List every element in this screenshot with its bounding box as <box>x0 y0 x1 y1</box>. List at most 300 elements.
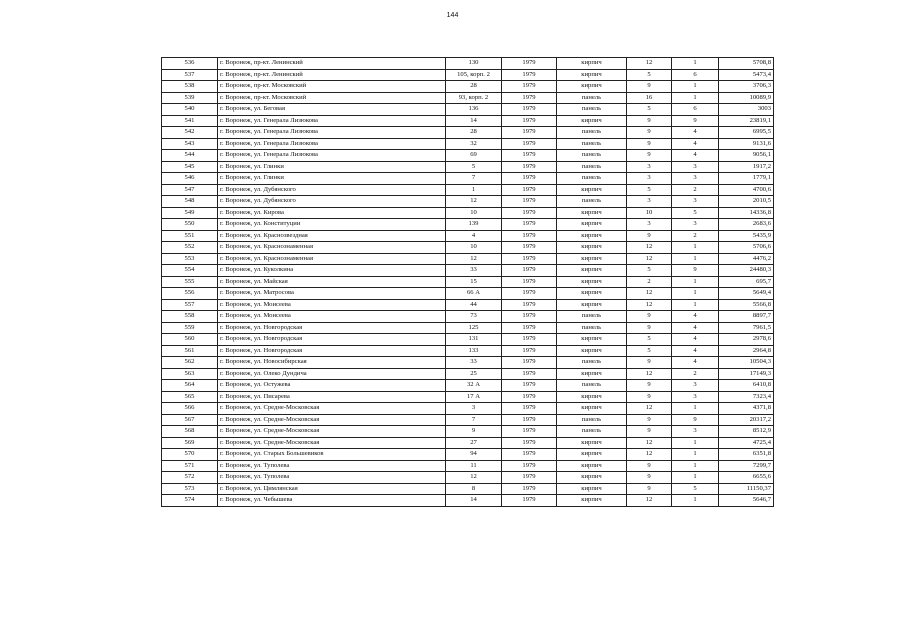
entrances-cell: 6 <box>672 104 719 116</box>
year-built-cell: 1979 <box>502 483 557 495</box>
floors-cell: 2 <box>627 276 672 288</box>
address-cell: г. Воронеж, ул. Куколкина <box>218 265 446 277</box>
area-cell: 3003 <box>719 104 774 116</box>
wall-material-cell: кирпич <box>557 472 627 484</box>
year-built-cell: 1979 <box>502 253 557 265</box>
year-built-cell: 1979 <box>502 357 557 369</box>
entrances-cell: 1 <box>672 253 719 265</box>
floors-cell: 10 <box>627 207 672 219</box>
row-number-cell: 537 <box>162 69 218 81</box>
wall-material-cell: панель <box>557 322 627 334</box>
house-number-cell: 28 <box>446 81 502 93</box>
area-cell: 5473,4 <box>719 69 774 81</box>
floors-cell: 12 <box>627 58 672 70</box>
floors-cell: 9 <box>627 460 672 472</box>
entrances-cell: 3 <box>672 391 719 403</box>
area-cell: 9056,1 <box>719 150 774 162</box>
table-row <box>162 380 774 392</box>
year-built-cell: 1979 <box>502 219 557 231</box>
address-cell: г. Воронеж, ул. Олеко Дундича <box>218 368 446 380</box>
year-built-cell: 1979 <box>502 288 557 300</box>
address-cell: г. Воронеж, ул. Средне-Московская <box>218 414 446 426</box>
floors-cell: 9 <box>627 150 672 162</box>
row-number-cell: 551 <box>162 230 218 242</box>
table-row <box>162 127 774 139</box>
address-cell: г. Воронеж, ул. Туполева <box>218 460 446 472</box>
entrances-cell: 4 <box>672 334 719 346</box>
year-built-cell: 1979 <box>502 207 557 219</box>
area-cell: 695,7 <box>719 276 774 288</box>
address-cell: г. Воронеж, ул. Новгородская <box>218 345 446 357</box>
row-number-cell: 569 <box>162 437 218 449</box>
house-number-cell: 69 <box>446 150 502 162</box>
area-cell: 24480,3 <box>719 265 774 277</box>
year-built-cell: 1979 <box>502 115 557 127</box>
floors-cell: 12 <box>627 368 672 380</box>
entrances-cell: 4 <box>672 357 719 369</box>
address-cell: г. Воронеж, ул. Краснозвездная <box>218 230 446 242</box>
floors-cell: 9 <box>627 472 672 484</box>
row-number-cell: 556 <box>162 288 218 300</box>
table-row <box>162 322 774 334</box>
year-built-cell: 1979 <box>502 265 557 277</box>
address-cell: г. Воронеж, ул. Генерала Лизюкова <box>218 115 446 127</box>
table-row <box>162 138 774 150</box>
area-cell: 7323,4 <box>719 391 774 403</box>
entrances-cell: 1 <box>672 288 719 300</box>
year-built-cell: 1979 <box>502 472 557 484</box>
wall-material-cell: кирпич <box>557 265 627 277</box>
table-row <box>162 368 774 380</box>
entrances-cell: 6 <box>672 69 719 81</box>
row-number-cell: 539 <box>162 92 218 104</box>
floors-cell: 9 <box>627 391 672 403</box>
wall-material-cell: кирпич <box>557 391 627 403</box>
row-number-cell: 542 <box>162 127 218 139</box>
house-number-cell: 14 <box>446 115 502 127</box>
area-cell: 11150,37 <box>719 483 774 495</box>
house-number-cell: 12 <box>446 196 502 208</box>
house-number-cell: 7 <box>446 173 502 185</box>
entrances-cell: 4 <box>672 322 719 334</box>
address-cell: г. Воронеж, ул. Краснознаменная <box>218 242 446 254</box>
address-cell: г. Воронеж, ул. Генерала Лизюкова <box>218 150 446 162</box>
year-built-cell: 1979 <box>502 368 557 380</box>
row-number-cell: 561 <box>162 345 218 357</box>
wall-material-cell: панель <box>557 173 627 185</box>
entrances-cell: 4 <box>672 311 719 323</box>
year-built-cell: 1979 <box>502 58 557 70</box>
table-body <box>162 58 774 507</box>
building-registry-table <box>161 57 774 507</box>
year-built-cell: 1979 <box>502 127 557 139</box>
wall-material-cell: кирпич <box>557 299 627 311</box>
house-number-cell: 12 <box>446 253 502 265</box>
floors-cell: 3 <box>627 173 672 185</box>
table-row <box>162 288 774 300</box>
row-number-cell: 555 <box>162 276 218 288</box>
house-number-cell: 14 <box>446 495 502 507</box>
wall-material-cell: панель <box>557 161 627 173</box>
row-number-cell: 536 <box>162 58 218 70</box>
year-built-cell: 1979 <box>502 69 557 81</box>
wall-material-cell: кирпич <box>557 253 627 265</box>
table-row <box>162 184 774 196</box>
wall-material-cell: кирпич <box>557 460 627 472</box>
table-row <box>162 449 774 461</box>
year-built-cell: 1979 <box>502 345 557 357</box>
floors-cell: 12 <box>627 449 672 461</box>
entrances-cell: 1 <box>672 472 719 484</box>
area-cell: 5646,7 <box>719 495 774 507</box>
row-number-cell: 568 <box>162 426 218 438</box>
entrances-cell: 1 <box>672 242 719 254</box>
year-built-cell: 1979 <box>502 92 557 104</box>
table-row <box>162 391 774 403</box>
floors-cell: 9 <box>627 414 672 426</box>
entrances-cell: 4 <box>672 150 719 162</box>
floors-cell: 9 <box>627 311 672 323</box>
year-built-cell: 1979 <box>502 403 557 415</box>
house-number-cell: 125 <box>446 322 502 334</box>
floors-cell: 3 <box>627 196 672 208</box>
entrances-cell: 4 <box>672 345 719 357</box>
wall-material-cell: кирпич <box>557 495 627 507</box>
address-cell: г. Воронеж, ул. Майская <box>218 276 446 288</box>
floors-cell: 9 <box>627 483 672 495</box>
house-number-cell: 133 <box>446 345 502 357</box>
table-row <box>162 196 774 208</box>
area-cell: 5706,6 <box>719 242 774 254</box>
entrances-cell: 1 <box>672 92 719 104</box>
area-cell: 14336,8 <box>719 207 774 219</box>
row-number-cell: 547 <box>162 184 218 196</box>
row-number-cell: 574 <box>162 495 218 507</box>
floors-cell: 9 <box>627 230 672 242</box>
table-row <box>162 104 774 116</box>
entrances-cell: 3 <box>672 219 719 231</box>
area-cell: 2978,6 <box>719 334 774 346</box>
wall-material-cell: панель <box>557 104 627 116</box>
floors-cell: 12 <box>627 403 672 415</box>
table-row <box>162 460 774 472</box>
area-cell: 2683,6 <box>719 219 774 231</box>
wall-material-cell: кирпич <box>557 334 627 346</box>
house-number-cell: 130 <box>446 58 502 70</box>
row-number-cell: 554 <box>162 265 218 277</box>
area-cell: 5649,4 <box>719 288 774 300</box>
row-number-cell: 538 <box>162 81 218 93</box>
house-number-cell: 7 <box>446 414 502 426</box>
entrances-cell: 9 <box>672 265 719 277</box>
area-cell: 20317,2 <box>719 414 774 426</box>
area-cell: 4371,8 <box>719 403 774 415</box>
house-number-cell: 5 <box>446 161 502 173</box>
area-cell: 2964,8 <box>719 345 774 357</box>
entrances-cell: 1 <box>672 58 719 70</box>
table-row <box>162 334 774 346</box>
year-built-cell: 1979 <box>502 161 557 173</box>
address-cell: г. Воронеж, ул. Средне-Московская <box>218 437 446 449</box>
year-built-cell: 1979 <box>502 138 557 150</box>
wall-material-cell: кирпич <box>557 58 627 70</box>
address-cell: г. Воронеж, ул. Туполева <box>218 472 446 484</box>
house-number-cell: 33 <box>446 265 502 277</box>
row-number-cell: 543 <box>162 138 218 150</box>
house-number-cell: 12 <box>446 472 502 484</box>
area-cell: 4700,6 <box>719 184 774 196</box>
wall-material-cell: кирпич <box>557 276 627 288</box>
year-built-cell: 1979 <box>502 391 557 403</box>
table-row <box>162 173 774 185</box>
year-built-cell: 1979 <box>502 449 557 461</box>
area-cell: 10504,3 <box>719 357 774 369</box>
page-number: 144 <box>446 12 459 19</box>
area-cell: 6410,8 <box>719 380 774 392</box>
address-cell: г. Воронеж, ул. Остужева <box>218 380 446 392</box>
address-cell: г. Воронеж, ул. Конституции <box>218 219 446 231</box>
row-number-cell: 564 <box>162 380 218 392</box>
row-number-cell: 558 <box>162 311 218 323</box>
row-number-cell: 565 <box>162 391 218 403</box>
house-number-cell: 131 <box>446 334 502 346</box>
area-cell: 2010,5 <box>719 196 774 208</box>
house-number-cell: 28 <box>446 127 502 139</box>
entrances-cell: 3 <box>672 173 719 185</box>
area-cell: 23819,1 <box>719 115 774 127</box>
year-built-cell: 1979 <box>502 150 557 162</box>
house-number-cell: 10 <box>446 207 502 219</box>
floors-cell: 5 <box>627 265 672 277</box>
wall-material-cell: кирпич <box>557 483 627 495</box>
address-cell: г. Воронеж, пр-кт. Ленинский <box>218 69 446 81</box>
row-number-cell: 572 <box>162 472 218 484</box>
wall-material-cell: панель <box>557 150 627 162</box>
area-cell: 3706,3 <box>719 81 774 93</box>
floors-cell: 5 <box>627 184 672 196</box>
area-cell: 8512,9 <box>719 426 774 438</box>
year-built-cell: 1979 <box>502 322 557 334</box>
row-number-cell: 562 <box>162 357 218 369</box>
entrances-cell: 1 <box>672 449 719 461</box>
address-cell: г. Воронеж, пр-кт. Ленинский <box>218 58 446 70</box>
address-cell: г. Воронеж, ул. Новосибирская <box>218 357 446 369</box>
floors-cell: 12 <box>627 437 672 449</box>
area-cell: 9131,6 <box>719 138 774 150</box>
house-number-cell: 44 <box>446 299 502 311</box>
year-built-cell: 1979 <box>502 426 557 438</box>
wall-material-cell: панель <box>557 357 627 369</box>
row-number-cell: 559 <box>162 322 218 334</box>
house-number-cell: 93, корп. 2 <box>446 92 502 104</box>
area-cell: 7961,5 <box>719 322 774 334</box>
address-cell: г. Воронеж, ул. Матросова <box>218 288 446 300</box>
table-row <box>162 276 774 288</box>
table-row <box>162 311 774 323</box>
table-row <box>162 115 774 127</box>
address-cell: г. Воронеж, ул. Генерала Лизюкова <box>218 127 446 139</box>
house-number-cell: 1 <box>446 184 502 196</box>
address-cell: г. Воронеж, ул. Глинки <box>218 161 446 173</box>
address-cell: г. Воронеж, ул. Цимлянская <box>218 483 446 495</box>
row-number-cell: 546 <box>162 173 218 185</box>
wall-material-cell: кирпич <box>557 345 627 357</box>
year-built-cell: 1979 <box>502 414 557 426</box>
entrances-cell: 9 <box>672 414 719 426</box>
area-cell: 10089,9 <box>719 92 774 104</box>
house-number-cell: 66 А <box>446 288 502 300</box>
area-cell: 5566,8 <box>719 299 774 311</box>
row-number-cell: 550 <box>162 219 218 231</box>
wall-material-cell: кирпич <box>557 184 627 196</box>
row-number-cell: 573 <box>162 483 218 495</box>
address-cell: г. Воронеж, ул. Краснознаменная <box>218 253 446 265</box>
row-number-cell: 570 <box>162 449 218 461</box>
year-built-cell: 1979 <box>502 104 557 116</box>
house-number-cell: 73 <box>446 311 502 323</box>
year-built-cell: 1979 <box>502 81 557 93</box>
entrances-cell: 3 <box>672 161 719 173</box>
row-number-cell: 553 <box>162 253 218 265</box>
address-cell: г. Воронеж, пр-кт. Московский <box>218 92 446 104</box>
year-built-cell: 1979 <box>502 495 557 507</box>
floors-cell: 12 <box>627 299 672 311</box>
table-row <box>162 242 774 254</box>
house-number-cell: 139 <box>446 219 502 231</box>
wall-material-cell: панель <box>557 426 627 438</box>
year-built-cell: 1979 <box>502 196 557 208</box>
area-cell: 8897,7 <box>719 311 774 323</box>
address-cell: г. Воронеж, ул. Моисеева <box>218 299 446 311</box>
entrances-cell: 2 <box>672 184 719 196</box>
address-cell: г. Воронеж, ул. Беговая <box>218 104 446 116</box>
floors-cell: 5 <box>627 69 672 81</box>
row-number-cell: 548 <box>162 196 218 208</box>
floors-cell: 9 <box>627 138 672 150</box>
table-row <box>162 357 774 369</box>
floors-cell: 9 <box>627 115 672 127</box>
entrances-cell: 1 <box>672 403 719 415</box>
table-row <box>162 265 774 277</box>
house-number-cell: 3 <box>446 403 502 415</box>
wall-material-cell: кирпич <box>557 288 627 300</box>
row-number-cell: 552 <box>162 242 218 254</box>
house-number-cell: 105, корп. 2 <box>446 69 502 81</box>
year-built-cell: 1979 <box>502 184 557 196</box>
row-number-cell: 549 <box>162 207 218 219</box>
address-cell: г. Воронеж, ул. Моисеева <box>218 311 446 323</box>
table-row <box>162 230 774 242</box>
floors-cell: 5 <box>627 345 672 357</box>
row-number-cell: 541 <box>162 115 218 127</box>
entrances-cell: 5 <box>672 483 719 495</box>
wall-material-cell: кирпич <box>557 81 627 93</box>
wall-material-cell: панель <box>557 196 627 208</box>
floors-cell: 5 <box>627 334 672 346</box>
wall-material-cell: кирпич <box>557 242 627 254</box>
floors-cell: 3 <box>627 161 672 173</box>
wall-material-cell: кирпич <box>557 403 627 415</box>
house-number-cell: 32 А <box>446 380 502 392</box>
row-number-cell: 563 <box>162 368 218 380</box>
wall-material-cell: панель <box>557 127 627 139</box>
entrances-cell: 1 <box>672 81 719 93</box>
entrances-cell: 1 <box>672 299 719 311</box>
table-row <box>162 69 774 81</box>
entrances-cell: 2 <box>672 368 719 380</box>
entrances-cell: 4 <box>672 138 719 150</box>
row-number-cell: 567 <box>162 414 218 426</box>
area-cell: 5435,9 <box>719 230 774 242</box>
year-built-cell: 1979 <box>502 380 557 392</box>
floors-cell: 12 <box>627 242 672 254</box>
wall-material-cell: панель <box>557 414 627 426</box>
table-row <box>162 58 774 70</box>
area-cell: 4476,2 <box>719 253 774 265</box>
table-row <box>162 426 774 438</box>
address-cell: г. Воронеж, ул. Генерала Лизюкова <box>218 138 446 150</box>
wall-material-cell: кирпич <box>557 219 627 231</box>
house-number-cell: 10 <box>446 242 502 254</box>
house-number-cell: 94 <box>446 449 502 461</box>
row-number-cell: 540 <box>162 104 218 116</box>
table-row <box>162 483 774 495</box>
year-built-cell: 1979 <box>502 437 557 449</box>
table-row <box>162 414 774 426</box>
table-row <box>162 345 774 357</box>
address-cell: г. Воронеж, ул. Средне-Московская <box>218 426 446 438</box>
wall-material-cell: кирпич <box>557 437 627 449</box>
floors-cell: 9 <box>627 380 672 392</box>
floors-cell: 5 <box>627 104 672 116</box>
floors-cell: 12 <box>627 253 672 265</box>
entrances-cell: 3 <box>672 196 719 208</box>
address-cell: г. Воронеж, ул. Писарева <box>218 391 446 403</box>
table-row <box>162 437 774 449</box>
house-number-cell: 27 <box>446 437 502 449</box>
year-built-cell: 1979 <box>502 334 557 346</box>
house-number-cell: 4 <box>446 230 502 242</box>
area-cell: 17149,3 <box>719 368 774 380</box>
house-number-cell: 8 <box>446 483 502 495</box>
floors-cell: 9 <box>627 81 672 93</box>
address-cell: г. Воронеж, ул. Новгородская <box>218 322 446 334</box>
year-built-cell: 1979 <box>502 460 557 472</box>
year-built-cell: 1979 <box>502 276 557 288</box>
address-cell: г. Воронеж, пр-кт. Московский <box>218 81 446 93</box>
year-built-cell: 1979 <box>502 173 557 185</box>
floors-cell: 3 <box>627 219 672 231</box>
entrances-cell: 9 <box>672 115 719 127</box>
table-row <box>162 81 774 93</box>
row-number-cell: 566 <box>162 403 218 415</box>
row-number-cell: 560 <box>162 334 218 346</box>
area-cell: 4725,4 <box>719 437 774 449</box>
area-cell: 7299,7 <box>719 460 774 472</box>
row-number-cell: 544 <box>162 150 218 162</box>
year-built-cell: 1979 <box>502 230 557 242</box>
entrances-cell: 5 <box>672 207 719 219</box>
wall-material-cell: кирпич <box>557 115 627 127</box>
area-cell: 6351,8 <box>719 449 774 461</box>
house-number-cell: 136 <box>446 104 502 116</box>
floors-cell: 9 <box>627 127 672 139</box>
entrances-cell: 3 <box>672 426 719 438</box>
floors-cell: 9 <box>627 426 672 438</box>
address-cell: г. Воронеж, ул. Дубянского <box>218 196 446 208</box>
wall-material-cell: кирпич <box>557 69 627 81</box>
address-cell: г. Воронеж, ул. Чебышева <box>218 495 446 507</box>
